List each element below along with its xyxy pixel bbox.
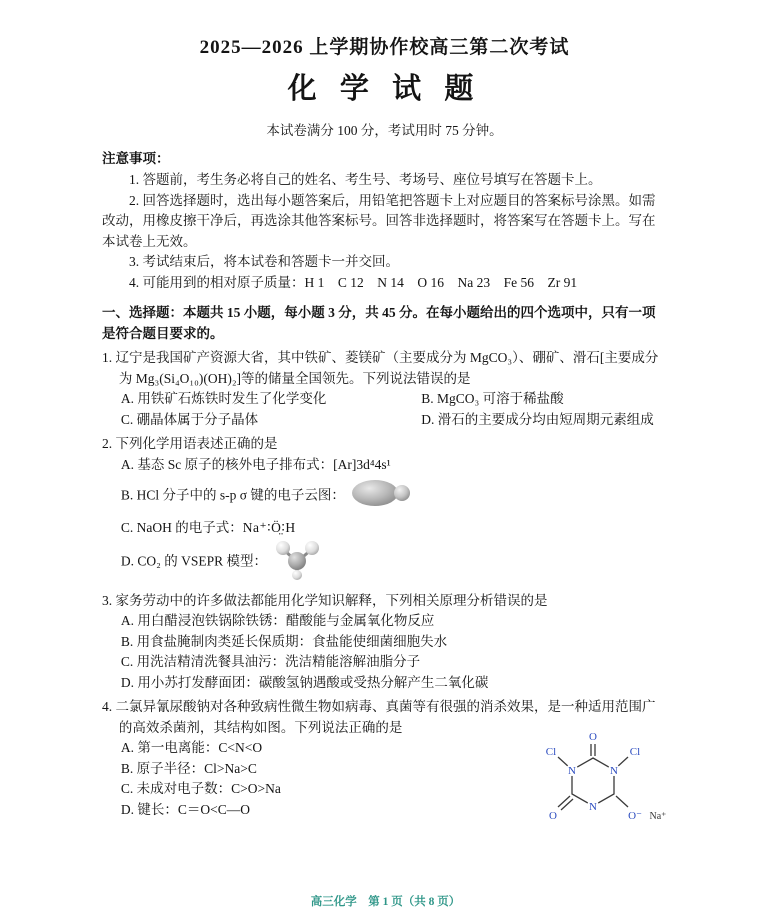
question-3-option-c: C. 用洗洁精清洗餐具油污：洗洁精能溶解油脂分子 xyxy=(120,654,421,670)
question-4-options xyxy=(121,738,487,820)
question-1-option-a: A. 用铁矿石炼铁时发生了化学变化 xyxy=(120,391,327,407)
question-3-option-a: A. 用白醋浸泡铁锅除铁锈：醋酸能与金属氧化物反应 xyxy=(120,613,435,629)
atom-label-n-left: N xyxy=(568,765,576,778)
question-3-stem: 3. 家务劳动中的许多做法都能用化学知识解释，下列相关原理分析错误的是 xyxy=(102,592,548,608)
question-3-option-d: D. 用小苏打发酵面团：碳酸氢钠遇酸或受热分解产生二氧化碳 xyxy=(120,674,489,690)
question-1-stem: 1. 辽宁是我国矿产资源大省，其中铁矿、菱镁矿（主要成分为 MgCO₃）、硼矿、滑石[主要成分为 Mg₃(Si₄O₁₀)(OH)₂]等的储量全国领先。下列说法错误的是 xyxy=(102,350,659,386)
question-1-option-d: D. 滑石的主要成分均由短周期元素组成 xyxy=(421,411,654,427)
electron-cloud-image xyxy=(349,475,413,518)
exam-title: 2025—2026 上学期协作校高三第二次考试 xyxy=(199,37,570,58)
notice-item-4: 4. 可能用到的相对原子质量：H 1 C 12 N 14 O 16 Na 23 Fe 56 Zr 91 xyxy=(129,274,578,290)
atom-label-o-minus: O⁻ xyxy=(628,810,642,823)
question-4-option-d: D. 键长：C＝O<C—O xyxy=(120,801,251,817)
question-2-option-b xyxy=(121,475,667,518)
question-4-option-b: B. 原子半径：Cl>Na>C xyxy=(120,760,257,776)
naoh-electron-formula: Na⁺∶Ö̤∶H xyxy=(242,519,296,535)
atom-label-o-left: O xyxy=(549,810,557,823)
section-heading: 一、选择题：本题共 15 小题，每小题 3 分，共 45 分。在每小题给出的四个选项中，只有一项是符合题目要求的。 xyxy=(102,305,656,341)
question-3-option-b: B. 用食盐腌制肉类延长保质期：食盐能使细菌细胞失水 xyxy=(120,633,448,649)
question-4 xyxy=(102,697,667,823)
question-1-options xyxy=(121,389,667,430)
question-2-option-d xyxy=(121,538,667,587)
atom-label-n-bottom: N xyxy=(589,801,597,814)
question-2-option-c-label: C. NaOH 的电子式： xyxy=(120,519,243,535)
atom-label-n-right: N xyxy=(610,765,618,778)
question-2-options xyxy=(121,455,667,587)
question-4-stem: 4. 二氯异氰尿酸钠对各种致病性微生物如病毒、真菌等有很强的消杀效果，是一种适用范围广的高效杀菌剂，其结构如图。下列说法正确的是 xyxy=(102,699,656,735)
question-2-option-c xyxy=(121,518,667,539)
atom-label-cl-right: Cl xyxy=(629,746,641,759)
question-2-option-a: A. 基态 Sc 原子的核外电子排布式：[Ar]3d⁴4s¹ xyxy=(120,456,391,472)
question-2-stem: 2. 下列化学用语表述正确的是 xyxy=(102,436,278,452)
atom-label-na: Na⁺ xyxy=(649,811,667,823)
atom-label-cl-left: Cl xyxy=(545,746,557,759)
notice-heading: 注意事项： xyxy=(102,151,170,167)
question-2-option-b-label: B. HCl 分子中的 s-p σ 键的电子云图： xyxy=(120,487,345,503)
question-2-option-d-label: D. CO₂ 的 VSEPR 模型： xyxy=(120,553,267,569)
question-1-option-b: B. MgCO₃ 可溶于稀盐酸 xyxy=(421,391,564,407)
vsepr-model-image xyxy=(271,538,323,587)
question-1 xyxy=(102,348,667,430)
notice-item-1: 1. 答题前，考生务必将自己的姓名、考生号、考场号、座位号填写在答题卡上。 xyxy=(129,171,602,187)
subject-title: 化 学 试 题 xyxy=(287,72,482,105)
question-4-option-c: C. 未成对电子数：C>O>Na xyxy=(120,781,281,797)
page-footer: 高三化学 第 1 页（共 8 页） xyxy=(310,895,461,908)
question-4-option-a: A. 第一电离能：C<N<O xyxy=(120,740,263,756)
question-1-option-c: C. 硼晶体属于分子晶体 xyxy=(120,411,259,427)
question-2 xyxy=(102,434,667,587)
question-3 xyxy=(102,591,667,694)
dichloroisocyanurate-structure-image xyxy=(513,727,681,838)
notice-item-3: 3. 考试结束后，将本试卷和答题卡一并交回。 xyxy=(129,254,399,270)
notice-section xyxy=(102,149,667,293)
exam-info-line: 本试卷满分 100 分，考试用时 75 分钟。 xyxy=(266,122,503,138)
atom-label-o-top: O xyxy=(589,731,597,744)
notice-item-2: 2. 回答选择题时，选出每小题答案后，用铅笔把答题卡上对应题目的答案标号涂黑。如需改动，用橡皮擦干净后，再选涂其他答案标号。回答非选择题时，将答案写在答题卡上。写在本试卷上无效。 xyxy=(102,192,656,249)
question-3-options xyxy=(121,611,667,693)
